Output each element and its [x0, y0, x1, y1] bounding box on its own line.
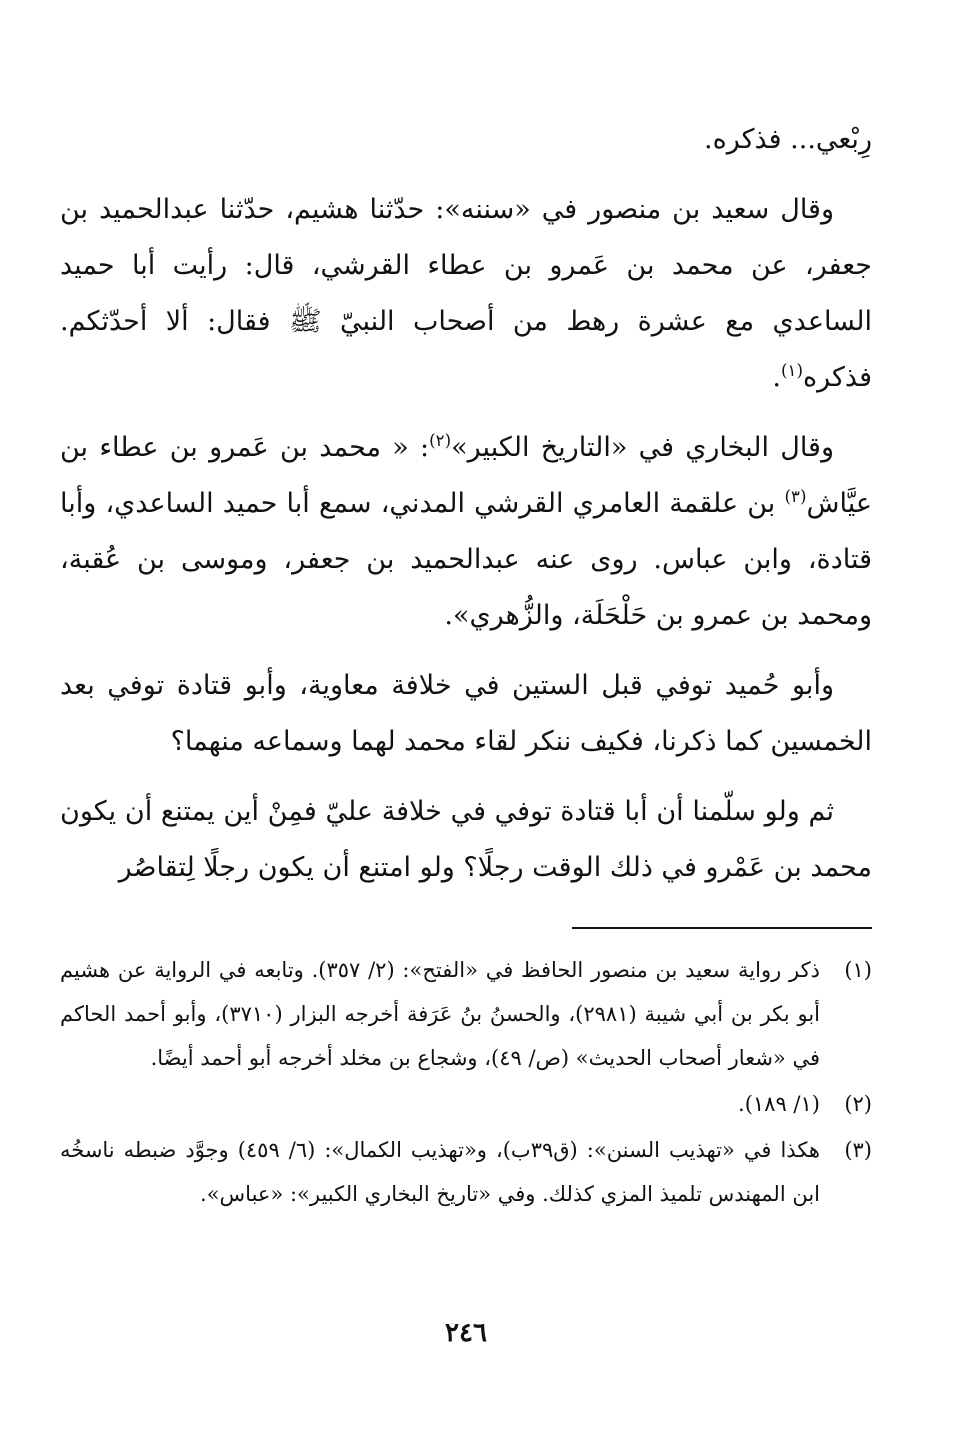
paragraph-text: وقال البخاري في «التاريخ الكبير»: [451, 432, 834, 463]
footnote-number: (٢): [844, 1092, 872, 1116]
footnote-1: [60, 948, 872, 1080]
footnotes: [60, 948, 872, 1216]
footnote-2: [60, 1082, 872, 1126]
paragraph-text: : « محمد بن عَمرو بن عطاء بن عيَّاش: [60, 432, 872, 519]
footnote-text: (١/ ١٨٩).: [738, 1092, 820, 1116]
footnote-text: هكذا في «تهذيب السنن»: (ق٣٩ب)، و«تهذيب الكمال»: (٦/ ٤٥٩) وجوَّد ضبطه ناسخُه ابن المهندس تلميذ المزي كذلك. وفي «تاريخ البخاري الكبير»: «عباس».: [60, 1138, 820, 1206]
paragraph-2: [60, 182, 872, 406]
paragraph-5: [60, 784, 872, 896]
footnote-3: [60, 1128, 872, 1216]
paragraph-3: [60, 420, 872, 644]
footnote-ref: (٢): [429, 430, 452, 450]
paragraph-text: رِبْعي... فذكره.: [704, 124, 872, 155]
book-page: [60, 0, 872, 1435]
main-text: [60, 112, 872, 896]
paragraph-text: بن علقمة العامري القرشي المدني، سمع أبا حميد الساعدي، وأبا قتادة، وابن عباس. روى عنه عبدالحميد بن جعفر، وموسى بن عُقبة، ومحمد بن عمرو بن حَلْحَلَة، والزُّهري».: [60, 488, 872, 631]
paragraph-text: وأبو حُميد توفي قبل الستين في خلافة معاوية، وأبو قتادة توفي بعد الخمسين كما ذكرنا، فكيف ننكر لقاء محمد لهما وسماعه منهما؟: [60, 670, 872, 757]
footnote-ref: (١): [780, 360, 804, 380]
paragraph-text: ثم ولو سلّمنا أن أبا قتادة توفي في خلافة عليّ فمِنْ أين يمتنع أن يكون محمد بن عَمْرو في ذلك الوقت رجلًا؟ ولو امتنع أن يكون رجلًا لِتقاصُر: [60, 796, 872, 883]
paragraph-4: [60, 658, 872, 770]
footnote-number: (٣): [844, 1138, 872, 1162]
paragraph-text: وقال سعيد بن منصور في «سننه»: حدّثنا هشيم، حدّثنا عبدالحميد بن جعفر، عن محمد بن عَمرو بن عطاء القرشي، قال: رأيت أبا حميد الساعدي مع عشرة رهط من أصحاب النبيّ ﷺ فقال: ألا أحدّثكم. فذكره: [60, 194, 872, 393]
footnote-number: (١): [844, 958, 872, 982]
footnote-ref: (٣): [784, 486, 807, 506]
paragraph-tail: .: [772, 362, 781, 393]
footnote-text: ذكر رواية سعيد بن منصور الحافظ في «الفتح»: (٢/ ٣٥٧). وتابعه في الرواية عن هشيم أبو بكر بن أبي شيبة (٢٩٨١)، والحسنُ بنُ عَرَفة أخرجه البزار (٣٧١٠)، وأبو أحمد الحاكم في «شعار أصحاب الحديث» (ص/ ٤٩)، وشجاع بن مخلد أخرجه أبو أحمد أيضًا.: [60, 958, 821, 1070]
footnote-divider: [572, 927, 872, 929]
paragraph-1: [60, 112, 872, 168]
page-number: ٢٤٦: [445, 1318, 487, 1348]
